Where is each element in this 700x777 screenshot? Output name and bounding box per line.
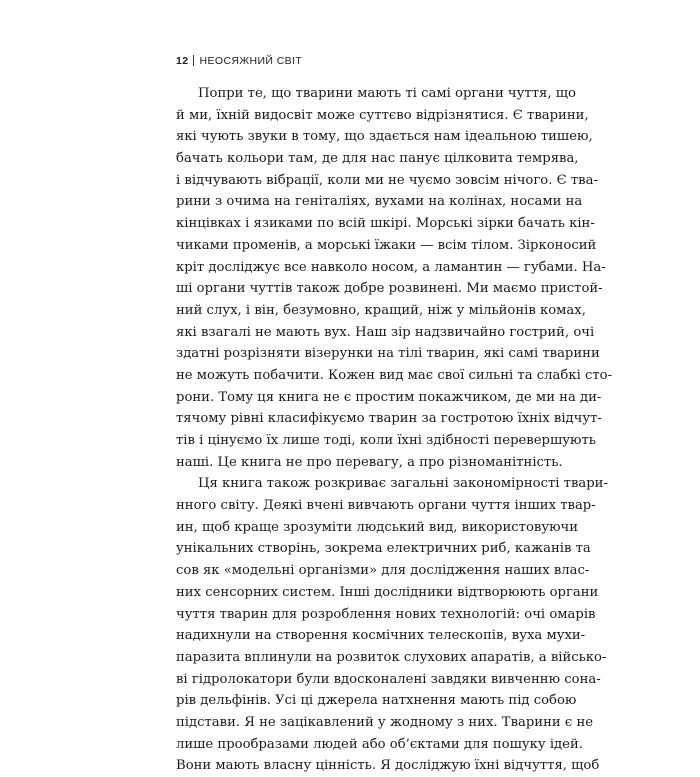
text-line: рів дельфінів. Усі ці джерела натхнення мають під собою [176, 693, 577, 709]
text-line: які взагалі не мають вух. Наш зір надзвичайно гострий, очі [176, 324, 595, 340]
text-line: які чують звуки в тому, що здається нам ідеальною тишею, [176, 129, 593, 145]
text-line: тів і цінуємо їх лише тоді, коли їхні здібності перевершують [176, 433, 596, 448]
paragraph-2 [176, 473, 608, 777]
text-line: чиками променів, а морські їжаки — всім тілом. Зірконосий [176, 237, 597, 253]
text-line: ин, щоб краще зрозуміти людський вид, використовуючи [176, 519, 579, 535]
book-title: НЕОСЯЖНИЙ СВІТ [199, 55, 303, 67]
text-line: кінцівках і язиками по всій шкірі. Морські зірки бачать кін- [176, 216, 595, 232]
text-line: кріт досліджує все навколо носом, а ламантин — губами. На- [176, 259, 606, 275]
text-line: ний слух, і він, безумовно, кращий, ніж у мільйонів комах, [176, 302, 586, 318]
text-line: них сенсорних систем. Інші дослідники відтворюють органи [176, 584, 599, 600]
text-line: нного світу. Деякі вчені вивчають органи чуття інших твар- [176, 498, 596, 514]
text-line: паразита вплинули на розвиток слухових апаратів, а військо- [176, 649, 607, 665]
text-line: Попри те, що тварини мають ті самі органи чуття, що [198, 86, 576, 101]
text-line: надихнули на створення космічних телескопів, вуха мухи- [176, 628, 586, 644]
text-line: ві гідролокатори були вдосконалені завдяки вивченню сона- [176, 671, 601, 687]
text-line: лише прообразами людей або об’єктами для пошуку ідей. [176, 736, 583, 752]
page-number: 12 [176, 55, 189, 67]
text-line: здатні розрізняти візерунки на тілі тварин, які самі тварини [176, 346, 600, 362]
header-separator [193, 55, 194, 66]
text-line: сов як «модельні організми» для дослідження наших влас- [176, 563, 590, 579]
text-line: підстави. Я не зацікавлений у жодному з них. Тварини є не [176, 714, 594, 730]
text-line: тячому рівні класифікуємо тварин за гостротою їхніх відчут- [176, 411, 602, 427]
text-line: й ми, їхній видосвіт може суттєво відрізнятися. Є тварини, [176, 107, 589, 123]
running-head [176, 55, 302, 67]
text-line: бачать кольори там, де для нас панує цілковита темрява, [176, 151, 579, 167]
text-line: Ця книга також розкриває загальні закономірності твари- [198, 476, 608, 492]
text-line: унікальних створінь, зокрема електричних риб, кажанів та [176, 541, 591, 557]
text-line: Вони мають власну цінність. Я досліджую їхні відчуття, щоб [176, 758, 600, 774]
text-line: ші органи чуттів також добре розвинені. Ми маємо пристой- [176, 281, 603, 297]
text-line: і відчувають вібрації, коли ми не чуємо зовсім нічого. Є тва- [176, 172, 598, 188]
text-line: наші. Це книга не про перевагу, а про різноманітність. [176, 454, 563, 470]
body-text [176, 83, 613, 777]
text-line: чуття тварин для розроблення нових технологій: очі омарів [176, 606, 596, 622]
paragraph-1 [176, 83, 613, 473]
text-line: не можуть побачити. Кожен вид має свої сильні та слабкі сто- [176, 367, 613, 383]
text-line: рони. Тому ця книга не є простим покажчиком, де ми на ди- [176, 389, 602, 405]
text-line: рини з очима на геніталіях, вухами на колінах, носами на [176, 194, 583, 210]
